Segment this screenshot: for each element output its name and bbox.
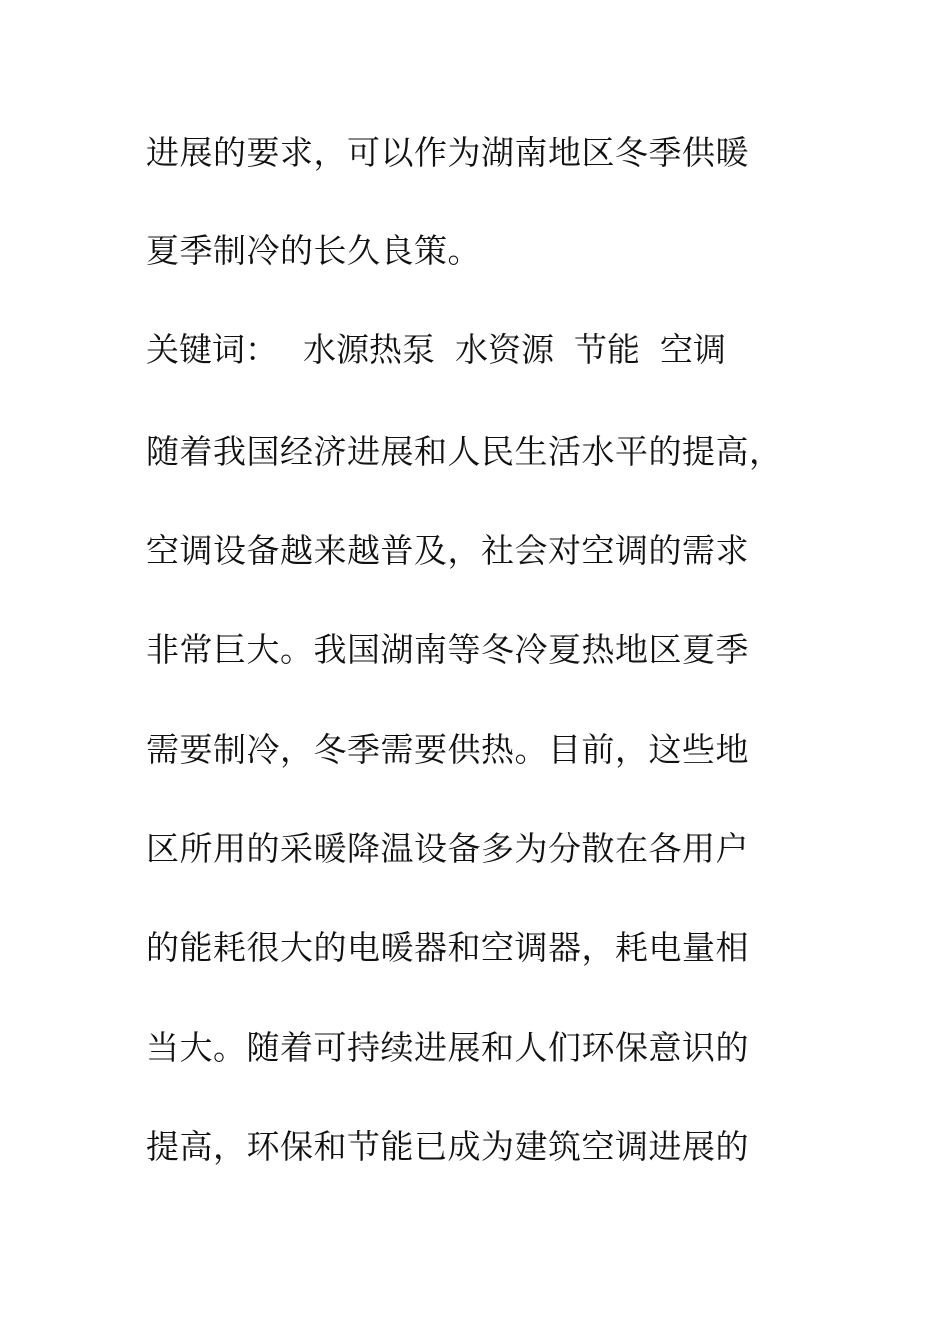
text-line: 当大。随着可持续进展和人们环保意识的 xyxy=(146,1028,749,1067)
keyword: 水资源 xyxy=(455,330,554,369)
text-line: 需要制冷，冬季需要供热。目前，这些地 xyxy=(146,730,749,769)
text-line: 提高，环保和节能已成为建筑空调进展的 xyxy=(146,1127,749,1166)
keyword: 水源热泵 xyxy=(303,330,435,369)
keywords-label: 关键词： xyxy=(146,330,278,369)
text-line: 区所用的采暖降温设备多为分散在各用户 xyxy=(146,829,749,868)
keywords-row xyxy=(146,330,746,370)
text-line: 夏季制冷的长久良策。 xyxy=(146,231,481,270)
text-line: 空调设备越来越普及，社会对空调的需求 xyxy=(146,531,749,570)
text-line: 进展的要求，可以作为湖南地区冬季供暖 xyxy=(146,133,749,172)
text-line: 的能耗很大的电暖器和空调器，耗电量相 xyxy=(146,928,749,967)
keyword: 节能 xyxy=(574,330,640,369)
text-line: 非常巨大。我国湖南等冬冷夏热地区夏季 xyxy=(146,630,749,669)
keyword: 空调 xyxy=(660,330,726,369)
text-line: 随着我国经济进展和人民生活水平的提高， xyxy=(146,432,783,471)
